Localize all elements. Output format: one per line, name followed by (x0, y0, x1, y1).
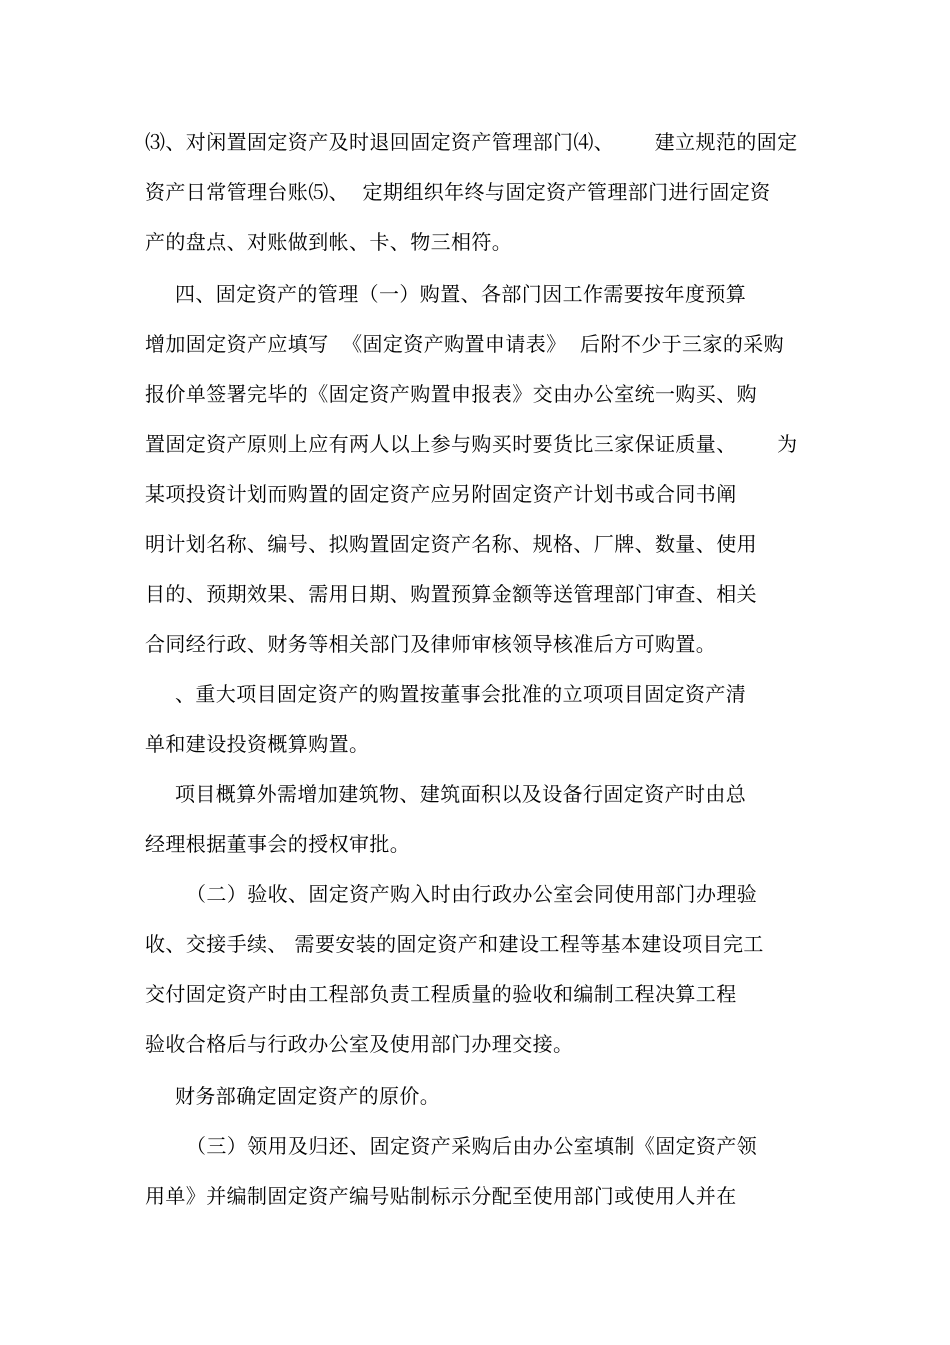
text-line-18: 交付固定资产时由工程部负责工程质量的验收和编制工程决算工程 (145, 982, 737, 1006)
text-line-1: ⑶、对闲置固定资产及时退回固定资产管理部门⑷、 建立规范的固定 (145, 130, 798, 154)
text-line-16: （二）验收、固定资产购入时由行政办公室会同使用部门办理验 (186, 882, 758, 906)
text-line-2: 资产日常管理台账⑸、 定期组织年终与固定资产管理部门进行固定资 (145, 180, 771, 204)
text-line-20: 财务部确定固定资产的原价。 (175, 1084, 441, 1108)
text-line-12: 、重大项目固定资产的购置按董事会批准的立项项目固定资产清 (175, 682, 747, 706)
text-line-14: 项目概算外需增加建筑物、建筑面积以及设备行固定资产时由总 (175, 782, 747, 806)
text-line-22: 用单》并编制固定资产编号贴制标示分配至使用部门或使用人并在 (145, 1184, 737, 1208)
text-line-15: 经理根据董事会的授权审批。 (145, 832, 411, 856)
text-line-3: 产的盘点、对账做到帐、卡、物三相符。 (145, 230, 513, 254)
text-line-19: 验收合格后与行政办公室及使用部门办理交接。 (145, 1032, 574, 1056)
text-line-6: 报价单签署完毕的《固定资产购置申报表》交由办公室统一购买、购 (145, 382, 757, 406)
text-line-5: 增加固定资产应填写 《固定资产购置申请表》 后附不少于三家的采购 (145, 332, 785, 356)
text-line-11: 合同经行政、财务等相关部门及律师审核领导核准后方可购置。 (145, 632, 717, 656)
text-line-13: 单和建设投资概算购置。 (145, 732, 370, 756)
text-line-4: 四、固定资产的管理（一）购置、各部门因工作需要按年度预算 (175, 282, 747, 306)
text-line-9: 明计划名称、编号、拟购置固定资产名称、规格、厂牌、数量、使用 (145, 532, 757, 556)
text-line-21: （三）领用及归还、固定资产采购后由办公室填制《固定资产领 (186, 1134, 758, 1158)
text-line-8: 某项投资计划而购置的固定资产应另附固定资产计划书或合同书阐 (145, 482, 737, 506)
text-line-7: 置固定资产原则上应有两人以上参与购买时要货比三家保证质量、 为 (145, 432, 798, 456)
text-line-17: 收、交接手续、 需要安装的固定资产和建设工程等基本建设项目完工 (145, 932, 764, 956)
text-line-10: 目的、预期效果、需用日期、购置预算金额等送管理部门审查、相关 (145, 582, 757, 606)
